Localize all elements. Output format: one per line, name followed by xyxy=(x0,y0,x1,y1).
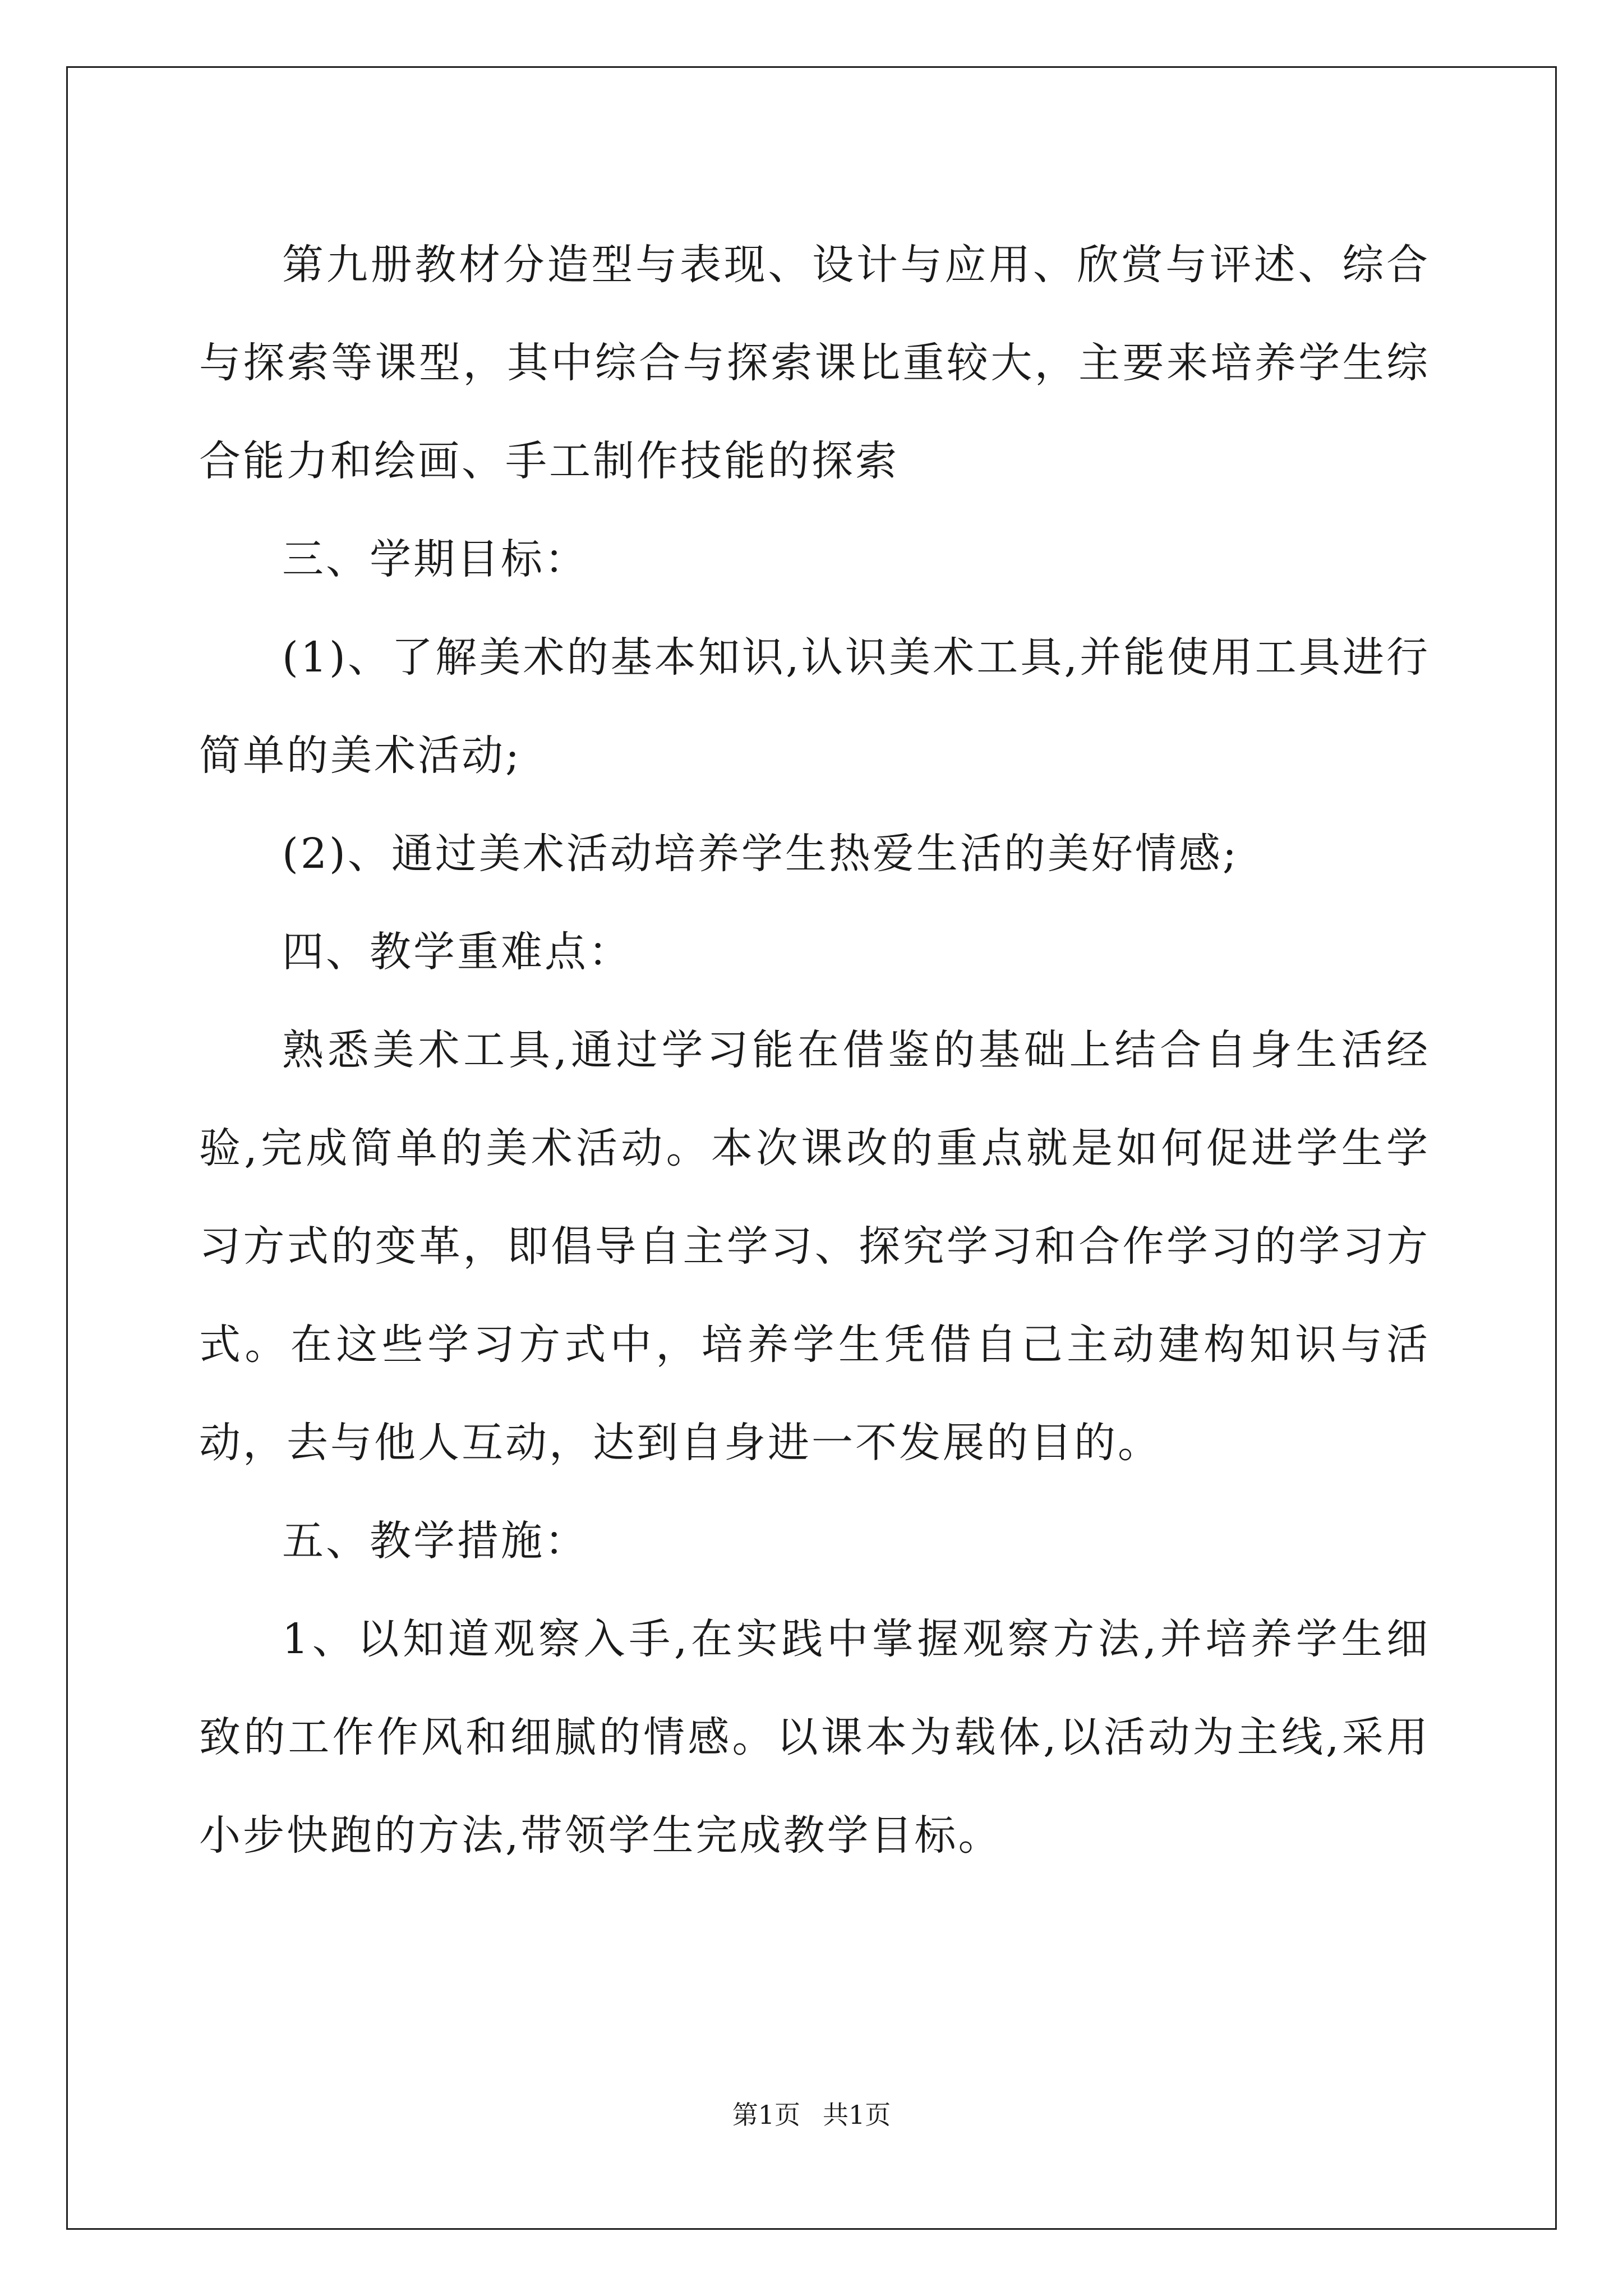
document-body xyxy=(199,216,1430,1885)
paragraph-key-points: 熟悉美术工具,通过学习能在借鉴的基础上结合自身生活经验,完成简单的美术活动。本次课改的重点就是如何促进学生学习方式的变革，即倡导自主学习、探究学习和合作学习的学习方式。在这些学习方式中，培养学生凭借自己主动建构知识与活动，去与他人互动，达到自身进一不发展的目的。 xyxy=(199,1026,1430,1467)
page-footer xyxy=(0,2098,1623,2132)
paragraph-goal-2: (2)、通过美术活动培养学生热爱生活的美好情感; xyxy=(282,830,1239,878)
heading-key-points: 四、教学重难点： xyxy=(282,928,632,976)
page-number: 第1页 xyxy=(732,2100,800,2130)
heading-semester-goals: 三、学期目标： xyxy=(282,535,588,583)
paragraph-measure-1: 1、以知道观察入手,在实践中掌握观察方法,并培养学生细致的工作作风和细腻的情感。以课本为载体,以活动为主线,采用小步快跑的方法,带领学生完成教学目标。 xyxy=(199,1615,1430,1860)
heading-measures: 五、教学措施： xyxy=(282,1517,588,1565)
page-total: 共1页 xyxy=(823,2100,891,2130)
paragraph-intro: 第九册教材分造型与表现、设计与应用、欣赏与评述、综合与探索等课型，其中综合与探索课比重较大，主要来培养学生综合能力和绘画、手工制作技能的探索 xyxy=(199,241,1430,485)
paragraph-goal-1: (1)、了解美术的基本知识,认识美术工具,并能使用工具进行简单的美术活动; xyxy=(199,633,1430,780)
